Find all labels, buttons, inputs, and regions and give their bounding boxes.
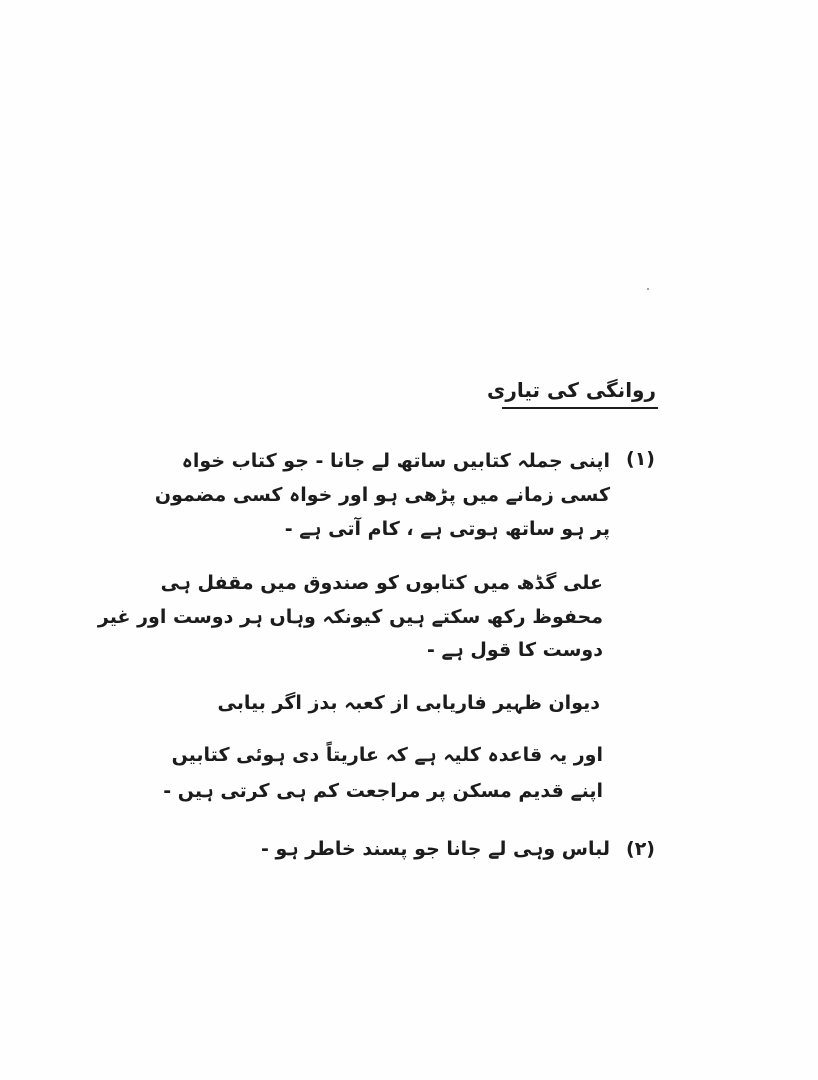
paper-speck [647,288,649,290]
item-number: (۱) [626,448,655,470]
heading-underline [502,407,658,409]
paragraph-2-line-1: اور یہ قاعدہ کلیہ ہے کہ عاریتاً دی ہوئی کتابیں [171,744,603,766]
paragraph-1-line-1: علی گڈھ میں کتابوں کو صندوق میں مقفل ہی [160,572,603,594]
item-1-line-3: پر ہو ساتھ ہوتی ہے ، کام آتی ہے - [284,518,610,540]
paragraph-2-line-2: اپنے قدیم مسکن پر مراجعت کم ہی کرتی ہیں - [163,780,603,802]
item-1-line-1: اپنی جملہ کتابیں ساتھ لے جانا - جو کتاب خواہ [181,450,610,472]
item-number: (۲) [626,838,655,860]
section-heading: روانگی کی تیاری [487,378,656,402]
item-1-line-2: کسی زمانے میں پڑھی ہو اور خواہ کسی مضمون [154,484,610,506]
paragraph-1-line-3: دوست کا قول ہے - [427,639,603,661]
persian-verse: دیوان ظہیر فاریابی از کعبہ بدز اگر بیابی [217,692,600,714]
paragraph-1-line-2: محفوظ رکھ سکتے ہیں کیونکہ وہاں ہر دوست اور غیر [97,606,603,628]
item-2-line-1: لباس وہی لے جانا جو پسند خاطر ہو - [261,838,610,860]
